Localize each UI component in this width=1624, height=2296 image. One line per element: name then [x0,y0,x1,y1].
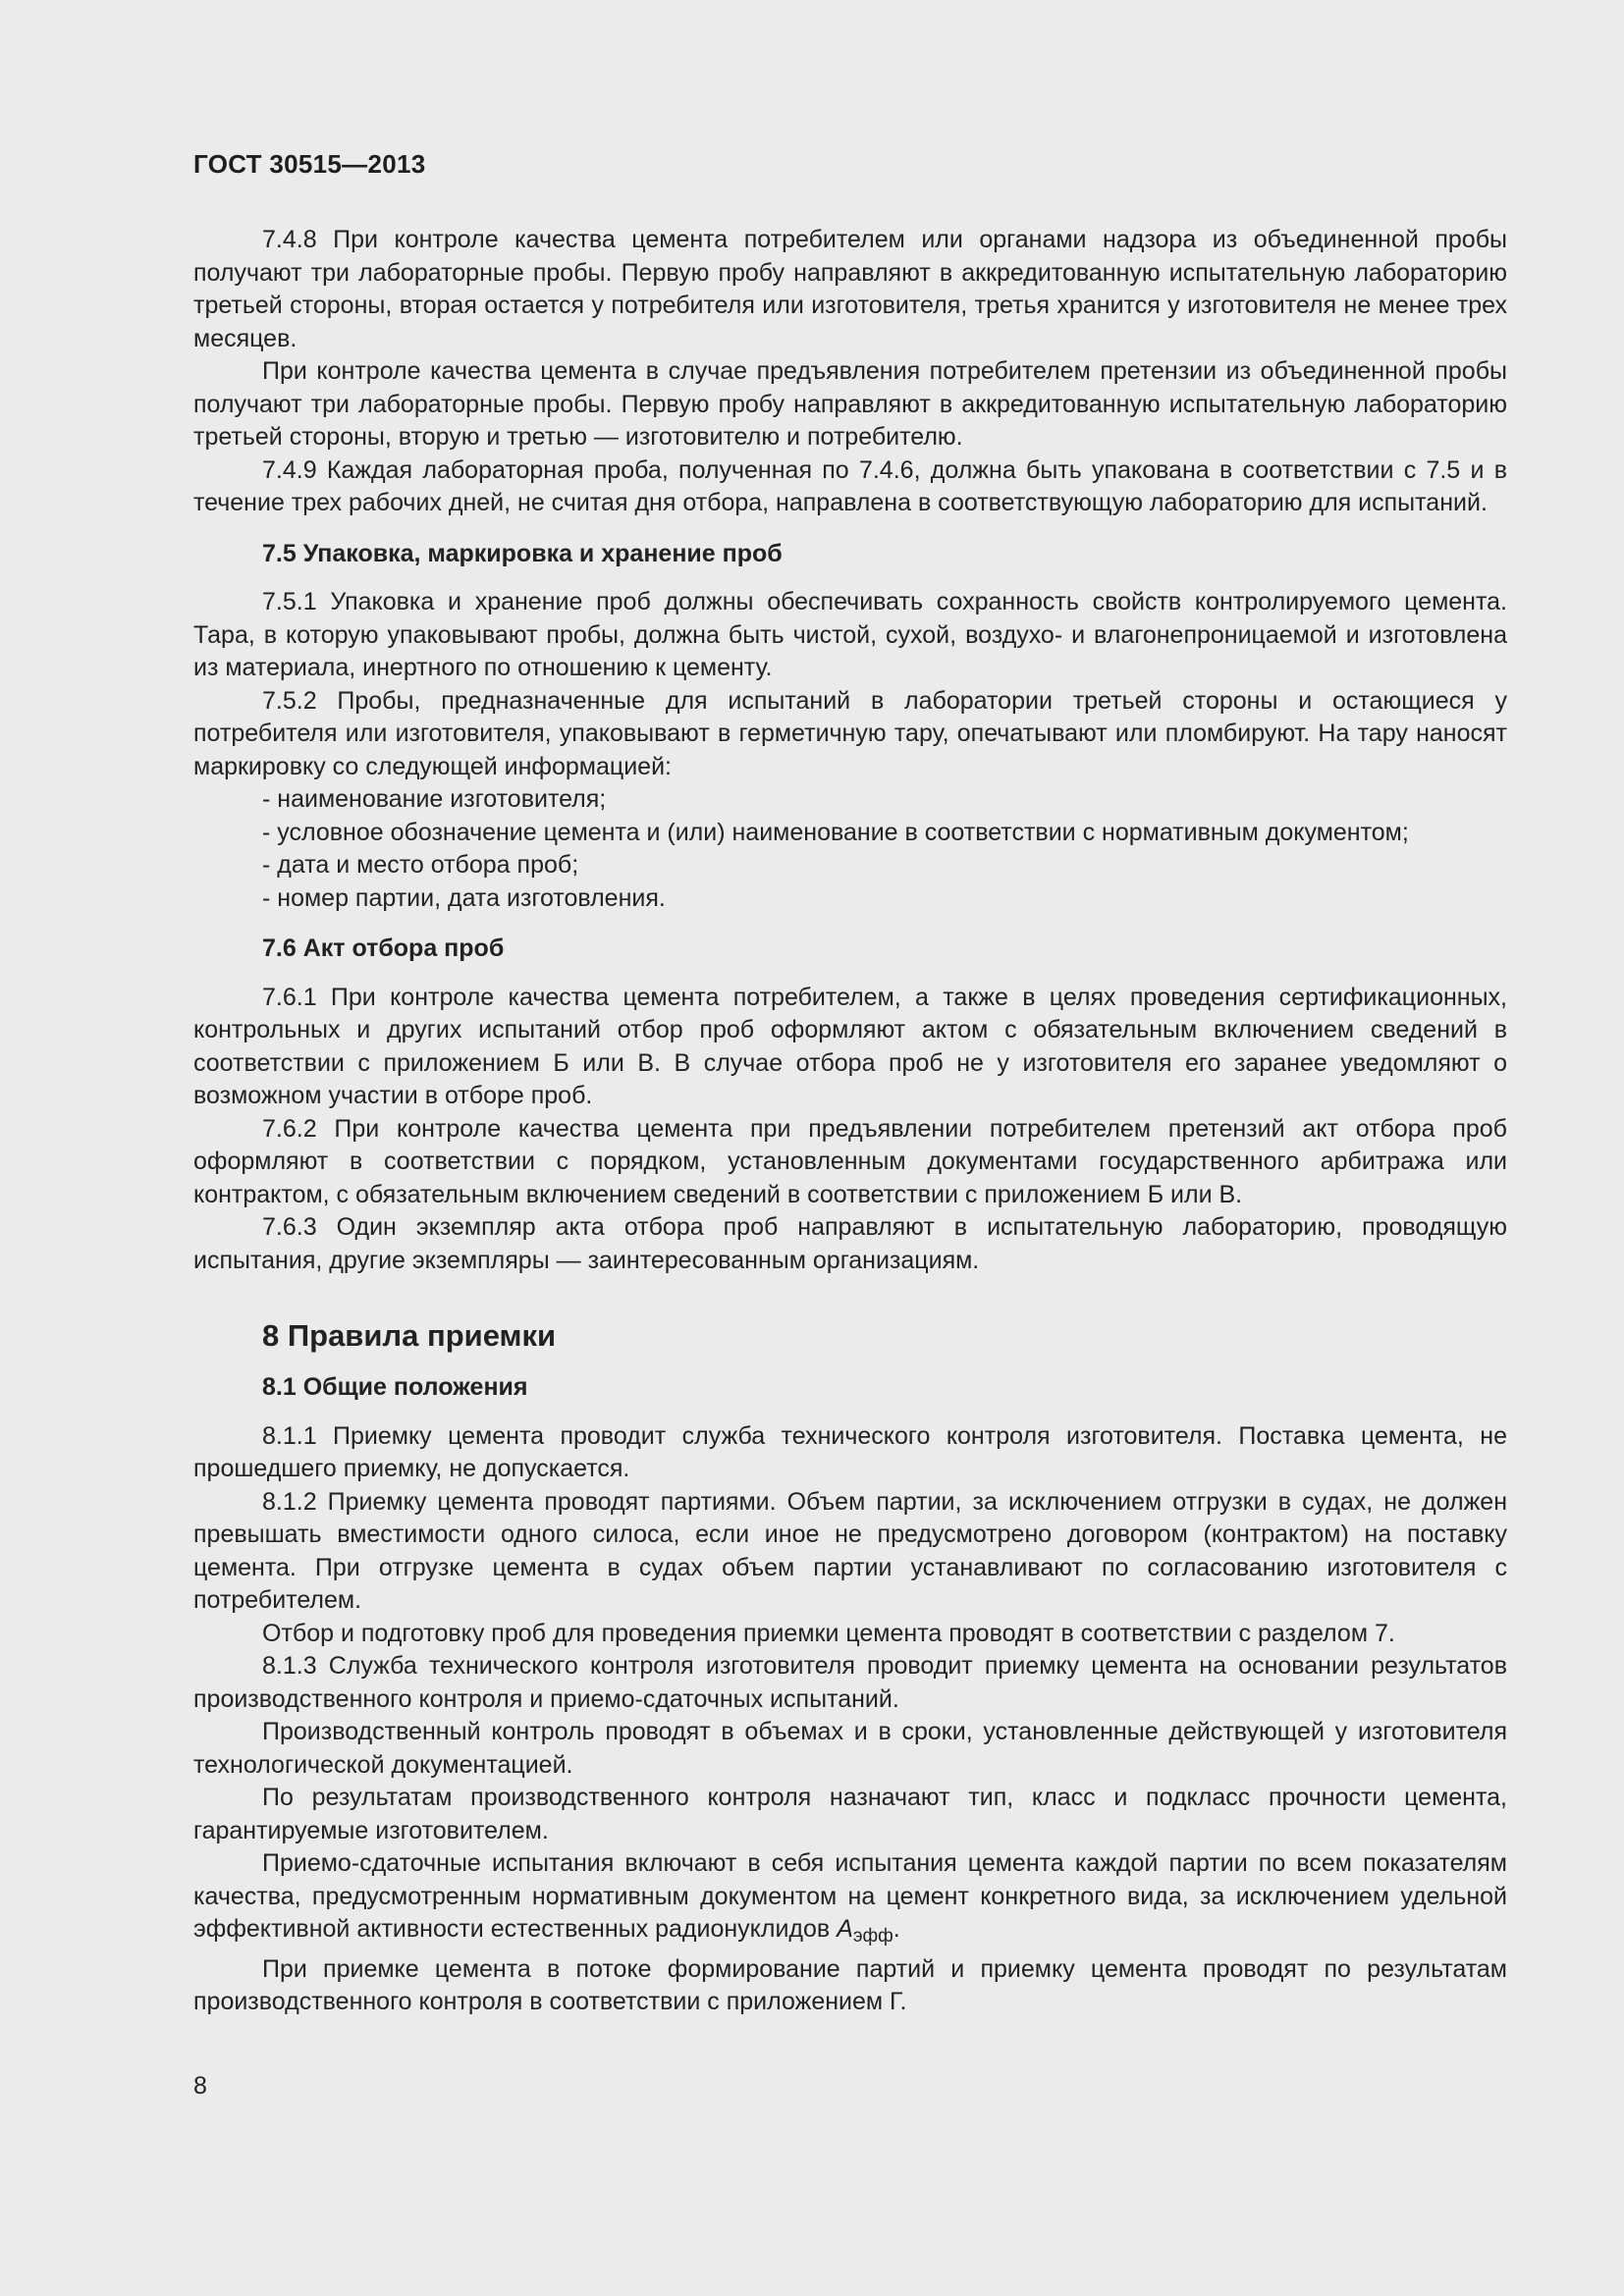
marking-list [193,783,1507,915]
paragraph-7-4-8: 7.4.8 При контроле качества цемента потребителем или органами надзора из объединенной пробы получают три лабораторные пробы. Первую пробу направляют в аккредитованную испытательную лабораторию третьей стороны, вторая остается у потребителя или изготовителя, третья хранится у изготовителя не менее трех месяцев. [193,226,1507,352]
paragraph-7-4-9: 7.4.9 Каждая лабораторная проба, полученная по 7.4.6, должна быть упакована в соответствии с 7.5 и в течение трех рабочих дней, не считая дня отбора, направлена в соответствующую лабораторию для испытаний. [193,455,1507,516]
paragraph-7-6-2: 7.6.2 При контроле качества цемента при предъявлении потребителем претензий акт отбора проб оформляют в соответствии с порядком, установленным документами государственного арбитража или контрактом, с обязательным включением сведений в соответствии с приложением Б или В. [193,1114,1507,1208]
section-heading-8-1: 8.1 Общие положения [262,1373,528,1401]
paragraph-8-1-3-flow-acceptance: При приемке цемента в потоке формирование партий и приемку цемента проводят по результатам производственного контроля в соответствии с приложением Г. [193,1954,1507,2015]
paragraph-7-6-3: 7.6.3 Один экземпляр акта отбора проб направляют в испытательную лабораторию, проводящую испытания, другие экземпляры — заинтересованным организациям. [193,1213,1507,1274]
list-item: - дата и место отбора проб; [262,851,579,879]
paragraph-8-1-3: 8.1.3 Служба технического контроля изготовителя проводит приемку цемента на основании результатов производственного контроля и приемо-сдаточных испытаний. [193,1652,1507,1713]
page-number: 8 [193,2072,207,2100]
activity-symbol: A [837,1915,853,1943]
document-code-header: ГОСТ 30515—2013 [193,149,426,179]
section-heading-7-5: 7.5 Упаковка, маркировка и хранение проб [262,539,783,567]
document-body [193,224,1507,2019]
sentence-end: . [893,1915,900,1943]
paragraph-7-5-2: 7.5.2 Пробы, предназначенные для испытаний в лаборатории третьей стороны и остающиеся у потребителя или изготовителя, упаковывают в герметичную тару, опечатывают или пломбируют. На тару наносят маркировку со следующей информацией: [193,686,1507,780]
activity-subscript: эфф [852,1926,893,1947]
paragraph-7-5-1: 7.5.1 Упаковка и хранение проб должны обеспечивать сохранность свойств контролируемого цемента. Тара, в которую упаковывают пробы, должна быть чистой, сухой, воздухо- и влагонепроницаемой и изготовлена из материала, инертного по отношению к цементу. [193,588,1507,681]
list-item: - номер партии, дата изготовления. [262,883,666,912]
paragraph-8-1-1: 8.1.1 Приемку цемента проводит служба технического контроля изготовителя. Поставка цемента, не прошедшего приемку, не допускается. [193,1421,1507,1482]
paragraph-7-6-1: 7.6.1 При контроле качества цемента потребителем, а также в целях проведения сертификационных, контрольных и других испытаний отбор проб оформляют актом с обязательным включением сведений в соответствии с приложением Б или В. В случае отбора проб не у изготовителя его заранее уведомляют о возможном участии в отборе проб. [193,983,1507,1109]
paragraph-8-1-2-sampling: Отбор и подготовку проб для проведения приемки цемента проводят в соответствии с разделом 7. [262,1619,1395,1647]
paragraph-8-1-2: 8.1.2 Приемку цемента проводят партиями. Объем партии, за исключением отгрузки в судах, не должен превышать вместимости одного силоса, если иное не предусмотрено договором (контрактом) на поставку цемента. При отгрузке цемента в судах объем партии устанавливают по согласованию изготовителя с потребителем. [193,1487,1507,1614]
paragraph-8-1-3-strength-class: По результатам производственного контроля назначают тип, класс и подкласс прочности цемента, гарантируемые изготовителем. [193,1784,1507,1844]
paragraph-8-1-3-acceptance-tests [193,1847,1507,1953]
paragraph-8-1-3-production-control: Производственный контроль проводят в объемах и в сроки, установленные действующей у изготовителя технологической документацией. [193,1718,1507,1779]
paragraph-7-4-8-claim: При контроле качества цемента в случае предъявления потребителем претензии из объединенной пробы получают три лабораторные пробы. Первую пробу направляют в аккредитованную испытательную лабораторию третьей стороны, вторую и третью — изготовителю и потребителю. [193,357,1507,451]
acceptance-tests-text: Приемо-сдаточные испытания включают в себя испытания цемента каждой партии по всем показателям качества, предусмотренным нормативным документом на цемент конкретного вида, за исключением удельной эффективной активности естественных радионуклидов [193,1849,1507,1943]
section-heading-7-6: 7.6 Акт отбора проб [262,934,505,962]
chapter-heading-8: 8 Правила приемки [262,1318,557,1353]
list-item: - условное обозначение цемента и (или) наименование в соответствии с нормативным документом; [262,818,1409,846]
list-item: - наименование изготовителя; [262,785,607,813]
